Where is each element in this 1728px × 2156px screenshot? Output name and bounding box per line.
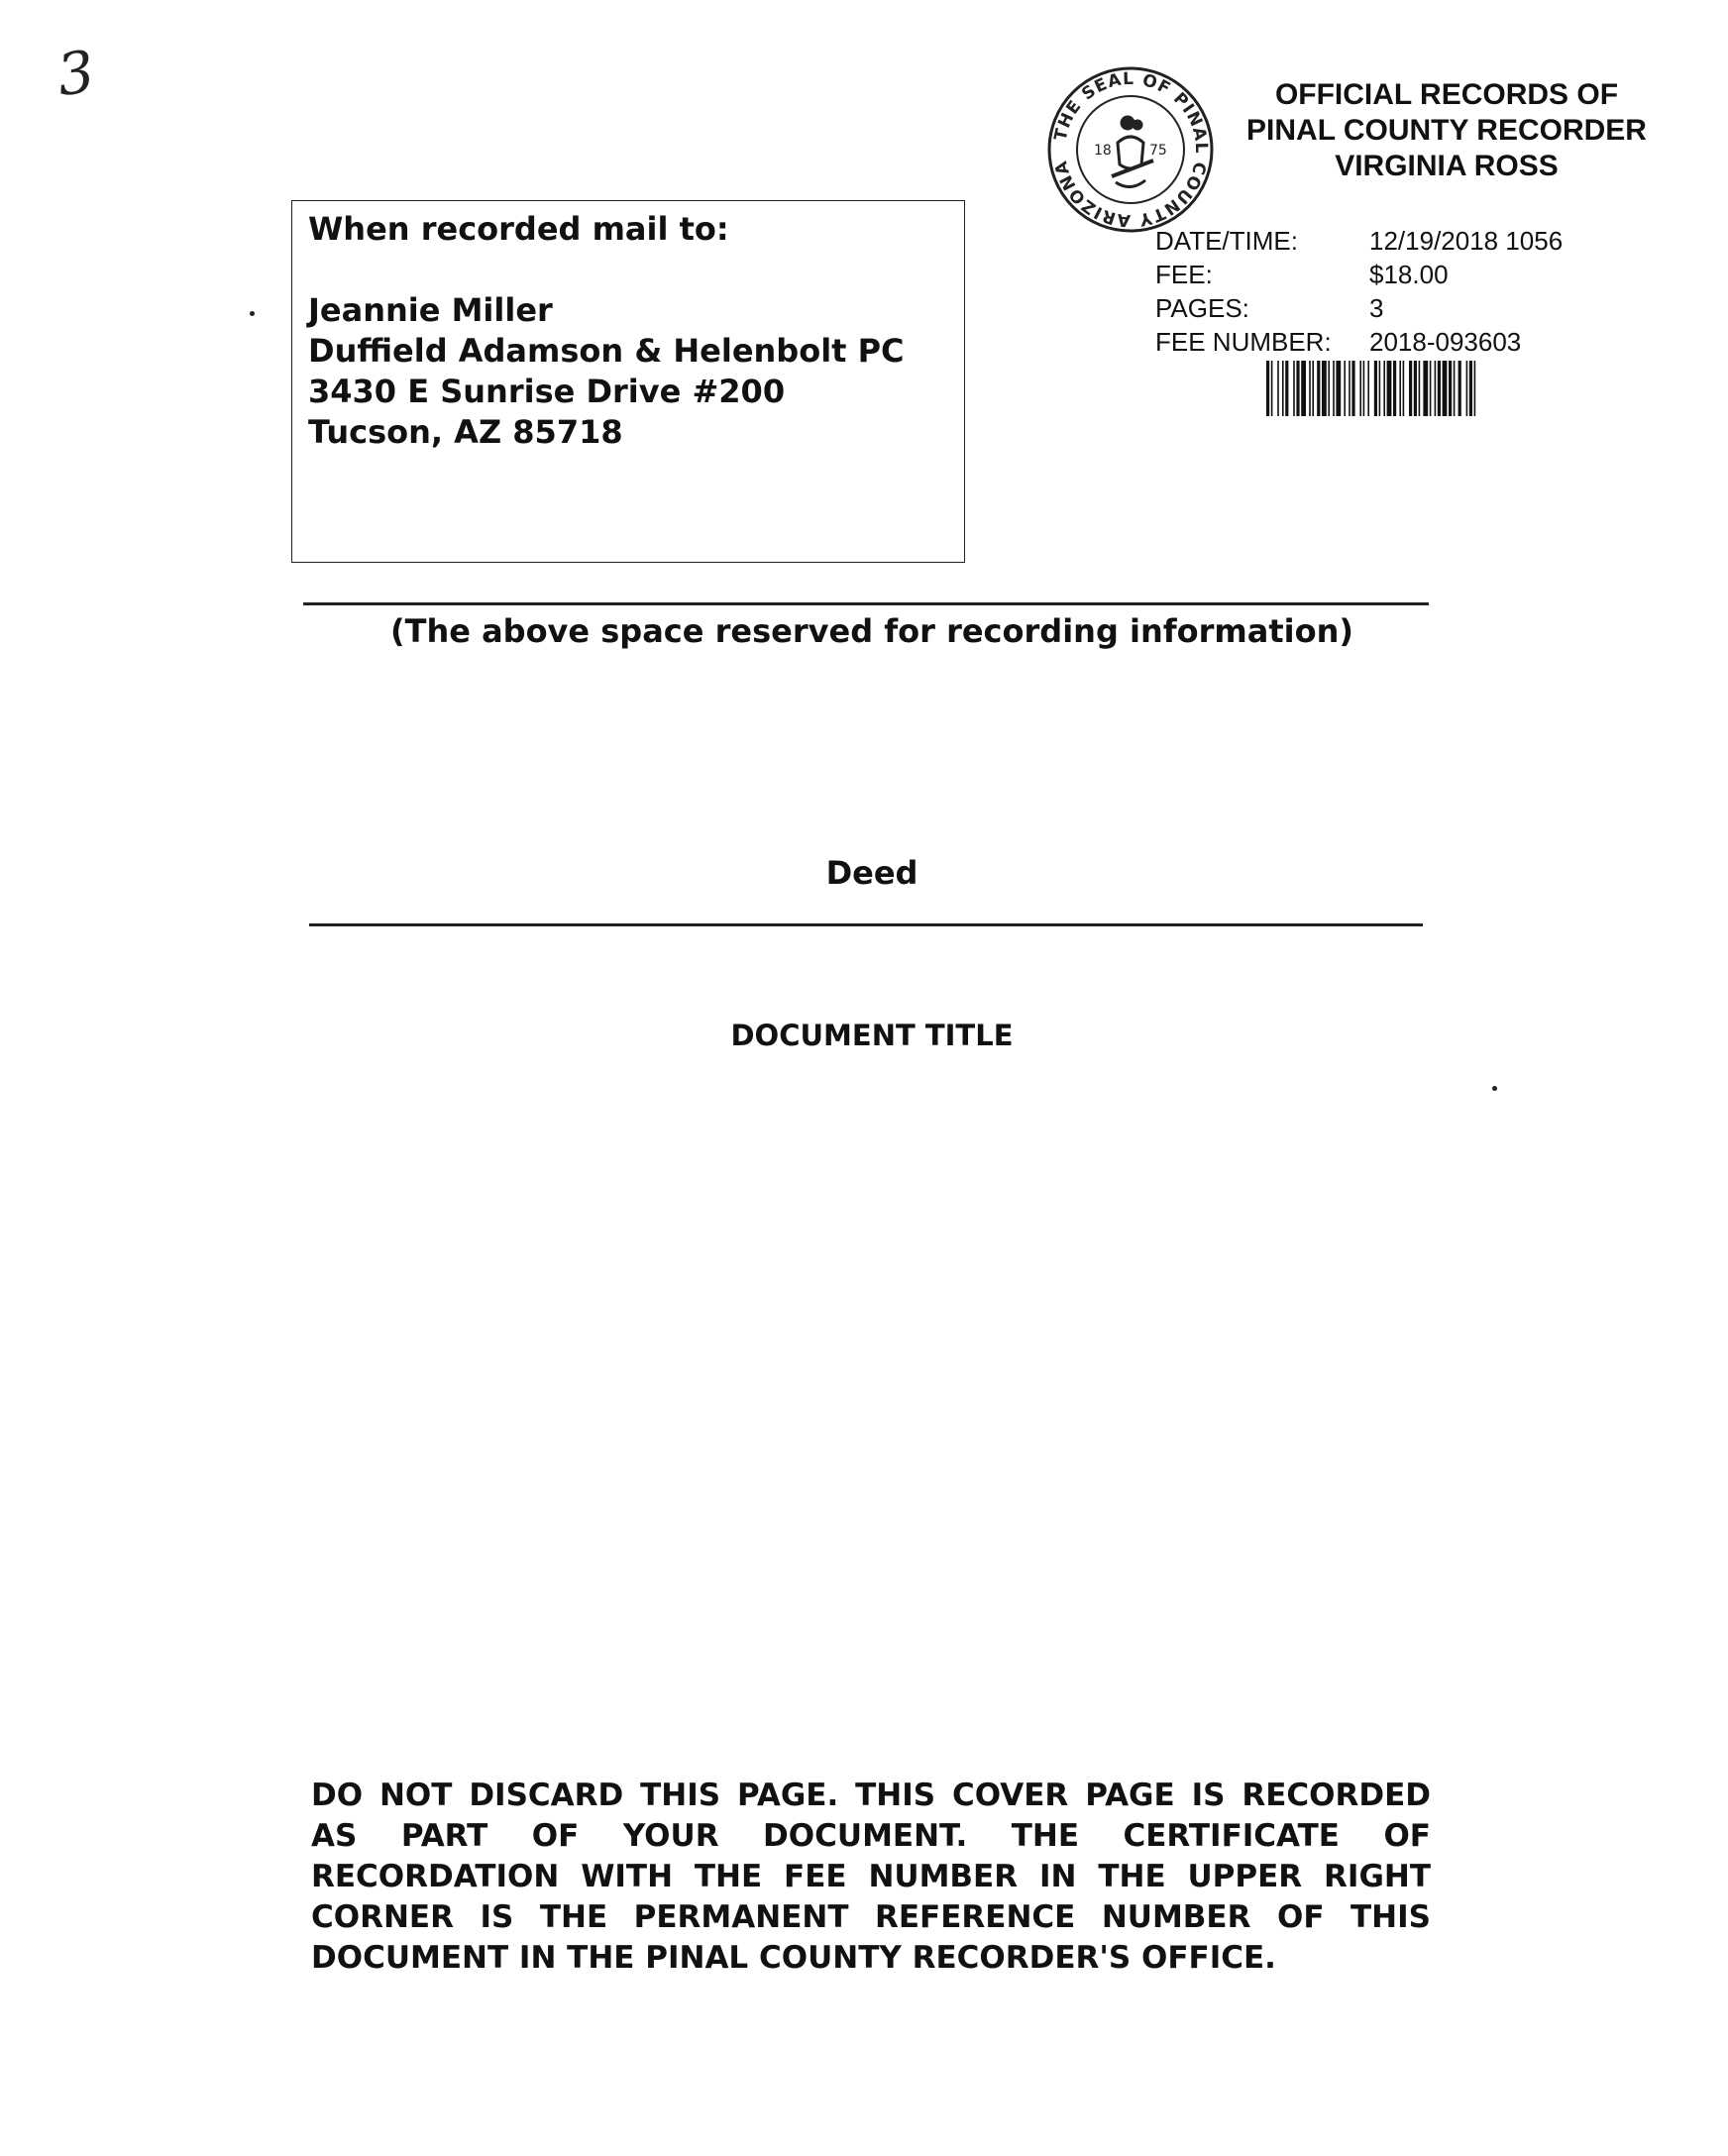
handwritten-page-number: 3 [53, 37, 99, 110]
seal-emblem-icon [1112, 116, 1153, 187]
barcode-bar [1387, 361, 1392, 416]
mail-to-box [291, 200, 965, 563]
recording-row-fee [1155, 258, 1563, 291]
mail-to-line: Jeannie Miller [308, 291, 553, 329]
cover-page-notice: DO NOT DISCARD THIS PAGE. THIS COVER PAGE IS RECORDED AS PART OF YOUR DOCUMENT. THE CERTIFICATE OF RECORDATION WITH THE FEE NUMBER IN THE UPPER RIGHT CORNER IS THE PERMANENT REFERENCE NUMBER OF THIS DOCUMENT IN THE PINAL COUNTY RECORDER'S OFFICE. [311, 1778, 1431, 1976]
barcode-bar [1409, 361, 1412, 416]
barcode-bar [1285, 361, 1288, 416]
barcode-bar [1466, 361, 1468, 416]
barcode-bar [1438, 361, 1441, 416]
barcode-bar [1277, 361, 1279, 416]
barcode-bar [1363, 361, 1365, 416]
barcode-bar [1419, 361, 1421, 416]
barcode-bar [1383, 361, 1385, 416]
barcode-bar [1443, 361, 1448, 416]
mail-to-line: Tucson, AZ 85718 [308, 413, 623, 451]
document-title-caption: DOCUMENT TITLE [730, 1019, 1014, 1052]
barcode-bar [1359, 361, 1361, 416]
top-divider [303, 602, 1429, 605]
barcode-bar [1458, 361, 1461, 416]
barcode-bar [1374, 361, 1377, 416]
recording-row-datetime [1155, 224, 1563, 258]
barcode-bar [1328, 361, 1330, 416]
recording-label: DATE/TIME: [1155, 226, 1298, 256]
mail-to-line: Duffield Adamson & Helenbolt PC [308, 332, 905, 370]
recording-label: FEE NUMBER: [1155, 327, 1332, 357]
mail-to-line: 3430 E Sunrise Drive #200 [308, 373, 786, 410]
barcode-bar [1399, 361, 1401, 416]
seal-year-right: 75 [1149, 143, 1167, 159]
barcode-bar [1367, 361, 1369, 416]
barcode-bar [1301, 361, 1306, 416]
barcode-bar [1317, 361, 1320, 416]
pinal-county-seal [1046, 65, 1215, 234]
barcode-bar [1474, 361, 1476, 416]
barcode-bar [1393, 361, 1396, 416]
recorder-header [1229, 77, 1665, 184]
barcode-bar [1322, 361, 1327, 416]
barcode-bar [1430, 361, 1432, 416]
recording-info [1155, 224, 1563, 359]
barcode-icon [1266, 361, 1597, 416]
recording-row-fee-number [1155, 325, 1563, 359]
barcode-bar [1312, 361, 1314, 416]
barcode-bar [1403, 361, 1405, 416]
barcode-bar [1414, 361, 1417, 416]
document-name: Deed [825, 854, 918, 892]
recording-label: FEE: [1155, 260, 1213, 289]
svg-text:THE SEAL OF PINAL COUNTY ARIZO [1051, 69, 1212, 230]
mail-to-label: When recorded mail to: [308, 210, 729, 248]
barcode-bar [1266, 361, 1269, 416]
barcode-bar [1282, 361, 1284, 416]
title-divider [309, 923, 1423, 926]
recording-value: $18.00 [1369, 260, 1449, 289]
barcode-bar [1293, 361, 1295, 416]
barcode-bar [1379, 361, 1381, 416]
barcode-bar [1435, 361, 1437, 416]
reserved-space-note: (The above space reserved for recording information) [389, 612, 1354, 650]
recording-row-pages [1155, 291, 1563, 325]
recorder-line-3: VIRGINIA ROSS [1335, 150, 1559, 182]
stray-mark [250, 311, 255, 316]
barcode-bar [1271, 361, 1273, 416]
barcode-bar [1309, 361, 1311, 416]
barcode-bar [1344, 361, 1346, 416]
barcode-bar [1351, 361, 1354, 416]
barcode-bar [1349, 361, 1350, 416]
recording-value: 3 [1369, 293, 1384, 323]
barcode-bar [1469, 361, 1472, 416]
barcode-bar [1333, 361, 1335, 416]
recorder-line-2: PINAL COUNTY RECORDER [1246, 114, 1647, 147]
recording-value: 2018-093603 [1369, 327, 1522, 357]
barcode-bar [1423, 361, 1428, 416]
seal-arc-text: THE SEAL OF PINAL COUNTY ARIZONA [1050, 68, 1212, 231]
stray-mark [1492, 1086, 1497, 1091]
recording-label: PAGES: [1155, 293, 1249, 323]
recorder-line-1: OFFICIAL RECORDS OF [1274, 78, 1619, 111]
seal-year-left: 18 [1094, 143, 1112, 159]
barcode-bar [1454, 361, 1456, 416]
barcode-bar [1449, 361, 1452, 416]
barcode-bar [1336, 361, 1341, 416]
recording-value: 12/19/2018 1056 [1369, 226, 1564, 256]
barcode-bar [1296, 361, 1299, 416]
